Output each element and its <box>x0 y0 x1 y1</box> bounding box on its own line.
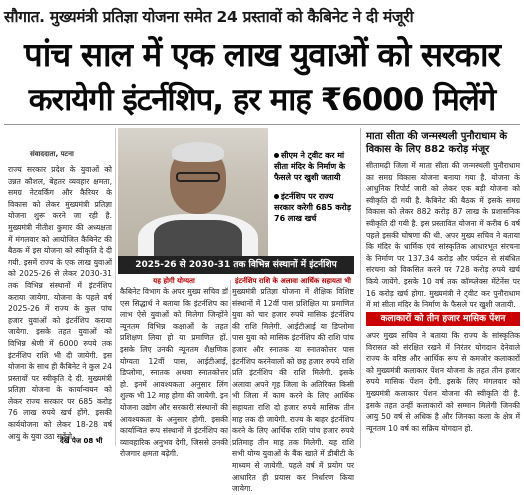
eligibility-body: कैबिनेट विभाग के अपर मुख्य सचिव डॉ एस सिद्धार्थ ने बताया कि इंटर्नशिप का लाभ ऐसे युवाओं को मिलेगा जिन्होंने न्यूनतम विभिन्न कक्षाओं के तहत प्रशिक्षण लिया हो या प्रमाणित हों. इसके लिए उनकी न्यूनतम शैक्षणिक योग्यता 12वीं पास, आईटीआई, डिप्लोमा, स्नातक अथवा स्नातकोत्तर हो. इनमें आवश्यकता अनुसार लिंग शुल्क भी 12 माह होगा की जायेगी. इन योजना उद्योग और सरकारी संस्थानों की आवश्यकता के अनुसार होगी. इसकी कार्यान्वित रूप संस्थानों में इंटर्नशिप का व्यावहारिक अनुभव देगी, जिससे उनकी रोजगार क्षमता बढ़ेगी. <box>120 287 228 459</box>
kicker-line: सौगात. मुख्यमंत्री प्रतिज्ञा योजना समेत 24 प्रस्तावों को कैबिनेट ने दी मंजूरी <box>4 8 414 26</box>
section-band: 2025-26 से 2030-31 तक विभिन्न संस्थानों में इंटर्नशिप <box>118 256 354 274</box>
highlight-2-text: इंटर्नशिप पर राज्य सरकार करेगी 685 करोड़ 76 लाख खर्च <box>274 192 351 223</box>
subhead-financial-aid: इंटर्नशिप राशि के अलावा आर्थिक सहायता भी <box>235 277 351 285</box>
photo-glasses <box>176 172 220 182</box>
chief-minister-photo <box>118 128 268 258</box>
bullet-icon <box>274 194 279 199</box>
bullet-icon <box>274 153 279 158</box>
artist-pension-headline: कलाकारों को तीन हजार मासिक पेंशन <box>366 312 520 326</box>
headline-line-1: पांच साल में एक लाख युवाओं को सरकार <box>24 35 500 74</box>
see-page-reference: देखें पेज 08 भी <box>60 437 103 445</box>
financial-aid-body: मुख्यमंत्री प्रतिज्ञा योजना में शैक्षिक विशिष्ट संस्थानों में 12वीं पास प्रशिक्षित या प्रमाणित युवा को चार हजार रुपये मासिक इंटर्नशिप की राशि मिलेगी. आईटीआई या डिप्लोमा पास युवा को मासिक इंटर्नशिप की राशि पांच हजार और स्नातक या स्नातकोत्तर पास इंटर्नशिप करनेवालों को छह हजार रुपये राशि प्रति इंटर्नशिप की राशि मिलेगी. इसके अलावा अपने गृह जिला के अतिरिक्त किसी भी जिला में काम करने के लिए आर्थिक सहायता राशि दो हजार रुपये मासिक तीन माह तक दी जायेगी. राज्य के बाहर इंटर्नशिप करने के लिए आर्थिक राशि पांच हजार रुपये प्रतिमाह तीन माह तक मिलेगी. यह राशि सभी योग्य युवाओं के बैंक खाते में डीबीटी के माध्यम से जायेगी. पहले वर्ष में प्रयोग पर आधारित ही प्रयास कर निर्धारण किया जायेगा. <box>232 287 354 494</box>
punauradham-body: सीतामढ़ी जिला में माता सीता की जन्मस्थली पुनौराधाम का समग्र विकास योजना बनाया गया है. योजना के आधुनिक रिपोर्ट जारी को लेकर एक बड़ी योजना को स्वीकृति दी गयी है. कैबिनेट की बैठक में इसके समग्र विकास को लेकर 882 करोड़ 87 लाख के प्रशासनिक स्वीकृति दी गयी है. इस प्रस्तावित योजना में करीब 6 वर्ष पहले इसकी घोषणा की थी. अपर मुख्य सचिव ने बताया कि मंदिर के धार्मिक एवं सांस्कृतिक आधारभूत संरचना के निर्माण पर 137.34 करोड़ और पर्यटन से संबंधित संरचना को विकसित करने पर 728 करोड़ रुपये खर्च किये जायेंगे. इसके 10 वर्ष तक कॉम्प्लेक्स मेंटेनेंस पर 16 करोड़ खर्च होगा. मुख्यमंत्री ने ट्वीट कर पुनौराधाम में मां सीता मंदिर के निर्माण के फैसले पर खुशी जतायी. <box>366 161 520 310</box>
dateline: संवाददाता, पटना <box>30 150 74 158</box>
artist-pension-body: अपर मुख्य सचिव ने बताया कि राज्य के सांस्कृतिक विरासत को संरक्षित रखने में निरंतर योगदान देनेवाले राज्य के वरिष्ठ और आर्थिक रूप से कमजोर कलाकारों को मुख्यमंत्री कलाकार पेंशन योजना के तहत तीन हजार रुपये मासिक पेंशन देगी. इसके लिए मंगलवार को मुख्यमंत्री कलाकार पेंशन योजना की स्वीकृति दी है. इसके तहत उन्हीं कलाकारों को सम्मान मिलेगी जिनकी आयु 50 वर्ष से अधिक है और जिनका कला के क्षेत्र में न्यूनतम 10 वर्ष का सक्रिय योगदान हो. <box>366 331 520 433</box>
highlight-1 <box>274 150 352 183</box>
column-divider <box>230 280 231 446</box>
headline-rule <box>4 124 520 125</box>
column-divider <box>115 128 116 446</box>
main-article-body: राज्य सरकार प्रदेश के युवाओं को उन्नत कौशल, बेहतर व्यवहार क्षमता, समग्र नेटवर्किंग और कैरियर के विकास को लेकर मुख्यमंत्री प्रतिज्ञा योजना शुरू करने जा रही है. मुख्यमंत्री नीतीश कुमार की अध्यक्षता में मंगलवार को आयोजित कैबिनेट की बैठक में इस योजना को स्वीकृति दे दी गयी. इसमें राज्य के एक लाख युवाओं को 2025-26 से लेकर 2030-31 तक विभिन्न संस्थानों में इंटर्नशिप कराया जायेगा. योजना के पहले वर्ष 2025-26 में राज्य के कुल पांच हजार युवाओं को इंटर्नशिप कराया जायेगा. इसके तहत युवाओं को विभिन्न श्रेणी में 6000 रुपये तक इंटर्नशिप राशि भी दी जायेगी. इस योजना के साथ ही कैबिनेट ने कुल 24 प्रस्तावों पर स्वीकृति दे दी. मुख्यमंत्री प्रतिज्ञा योजना के कार्यान्वयन को लेकर राज्य सरकार पर 685 करोड़ 76 लाख रुपये खर्च होंगे. इसकी कार्ययोजना को लेकर 18-28 वर्ष आयु के युवा उठा सकेंगे. <box>8 165 112 441</box>
photo-hair <box>172 142 224 162</box>
highlight-1-text: सीएम ने ट्वीट कर मां सीता मंदिर के निर्माण के फैसले पर खुशी जतायी <box>274 151 346 182</box>
highlight-2 <box>274 191 352 224</box>
headline-line-2: करायेगी इंटर्नशिप, हर माह ₹6000 मिलेंगे <box>28 82 496 118</box>
subhead-eligibility: यह होगी योग्यता <box>153 277 195 285</box>
highlight-box <box>274 150 352 246</box>
punauradham-headline: माता सीता की जन्मस्थली पुनौराधाम के विकास के लिए 882 करोड़ मंजूर <box>366 131 508 155</box>
